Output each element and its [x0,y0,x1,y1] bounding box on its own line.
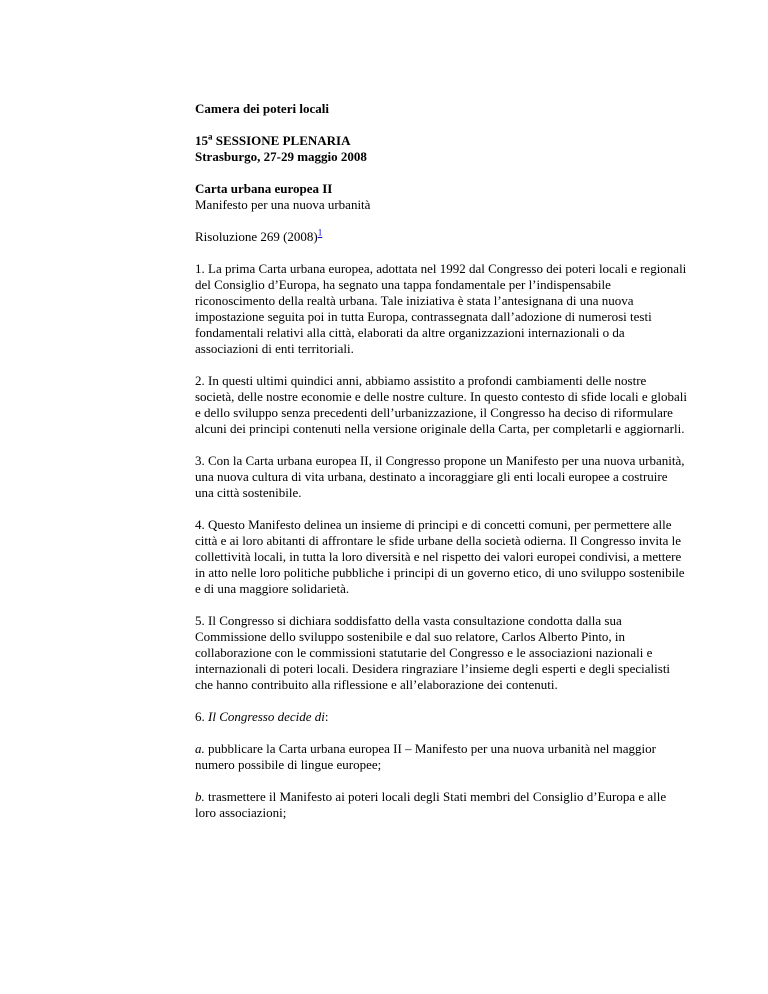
paragraph-1 [195,261,688,357]
paragraph-3 [195,453,688,501]
footnote-ref-sup [318,228,323,238]
document-title: Carta urbana europea II [195,181,333,196]
paragraph-b [195,789,688,821]
paragraph-2 [195,373,688,437]
paragraph-a [195,741,688,773]
paragraph-number: 2. [195,373,205,388]
session-number: 15 [195,133,208,148]
paragraph-letter: a. [195,741,205,756]
session-location-line: Strasburgo, 27-29 maggio 2008 [195,149,367,164]
paragraph-text: trasmettere il Manifesto ai poteri locali degli Stati membri del Consiglio d’Europa e alle loro associazioni; [195,789,667,820]
resolution-text: Risoluzione 269 (2008) [195,229,318,244]
paragraph-text: Questo Manifesto delinea un insieme di principi e di concetti comuni, per permettere alle città e ai loro abitanti di affrontare le sfide urbane della società odierna. Il Congresso invita le collettività locali, in tutta la loro diversità e nel rispetto dei valori europei condivisi, a mettere in atto nelle loro politiche pubbliche i principi di un governo etico, di uno sviluppo sostenibile e di una maggiore solidarietà. [195,517,685,596]
chamber-title: Camera dei poteri locali [195,101,329,116]
footnote-link[interactable]: 1 [317,227,323,238]
paragraph-text: Il Congresso si dichiara soddisfatto della vasta consultazione condotta dalla sua Commissione dello sviluppo sostenibile e dal suo relatore, Carlos Alberto Pinto, in collaborazione con le commissioni statutarie del Congresso e le associazioni nazionali e internazionali di poteri locali. Desidera ringraziare l’insieme degli esperti e degli specialisti che hanno contribuito alla riflessione e all’elaborazione dei contenuti. [195,613,671,692]
paragraph-5 [195,613,688,693]
paragraph-6 [195,709,688,725]
paragraph-letter: b. [195,789,205,804]
document-subtitle: Manifesto per una nuova urbanità [195,197,371,212]
document-title-block [195,181,688,213]
session-ordinal-sup: a [208,131,213,142]
paragraph-text: La prima Carta urbana europea, adottata nel 1992 dal Congresso dei poteri locali e regionali del Consiglio d’Europa, ha segnato una tappa fondamentale per l’indispensabile riconoscimento della realtà urbana. Tale iniziativa è stata l’antesignana di una nuova impostazione seguita poi in tutta Europa, contrassegnata dall’adozione di numerosi testi fondamentali relativi alla città, elaborati da altre organizzazioni internazionali o da associazioni di enti territoriali. [195,261,687,356]
paragraph-number: 4. [195,517,205,532]
paragraph-text: Con la Carta urbana europea II, il Congresso propone un Manifesto per una nuova urbanità, una nuova cultura di vita urbana, destinato a incoraggiare gli enti locali europee a costruire una città sostenibile. [195,453,685,500]
paragraph-number: 1. [195,261,205,276]
paragraph-text: In questi ultimi quindici anni, abbiamo assistito a profondi cambiamenti delle nostre società, delle nostre economie e delle nostre culture. In questo contesto di sfide locali e globali e dello sviluppo senza precedenti dell’urbanizzazione, il Congresso ha deciso di riformulare alcuni dei principi contenuti nella versione originale della Carta, per completarli e aggiornarli. [195,373,688,436]
session-plenary-line [195,133,688,149]
paragraph-tail: : [324,709,329,724]
session-title: SESSIONE PLENARIA [212,133,351,148]
document-content [195,101,688,837]
paragraph-number: 6. [195,709,205,724]
paragraph-4 [195,517,688,597]
resolution-line [195,229,688,245]
paragraph-number: 5. [195,613,205,628]
paragraph-number: 3. [195,453,205,468]
session-heading-block [195,133,688,165]
paragraph-text: pubblicare la Carta urbana europea II – Manifesto per una nuova urbanità nel maggior numero possibile di lingue europee; [195,741,656,772]
paragraph-text: Il Congresso decide di [208,709,325,724]
